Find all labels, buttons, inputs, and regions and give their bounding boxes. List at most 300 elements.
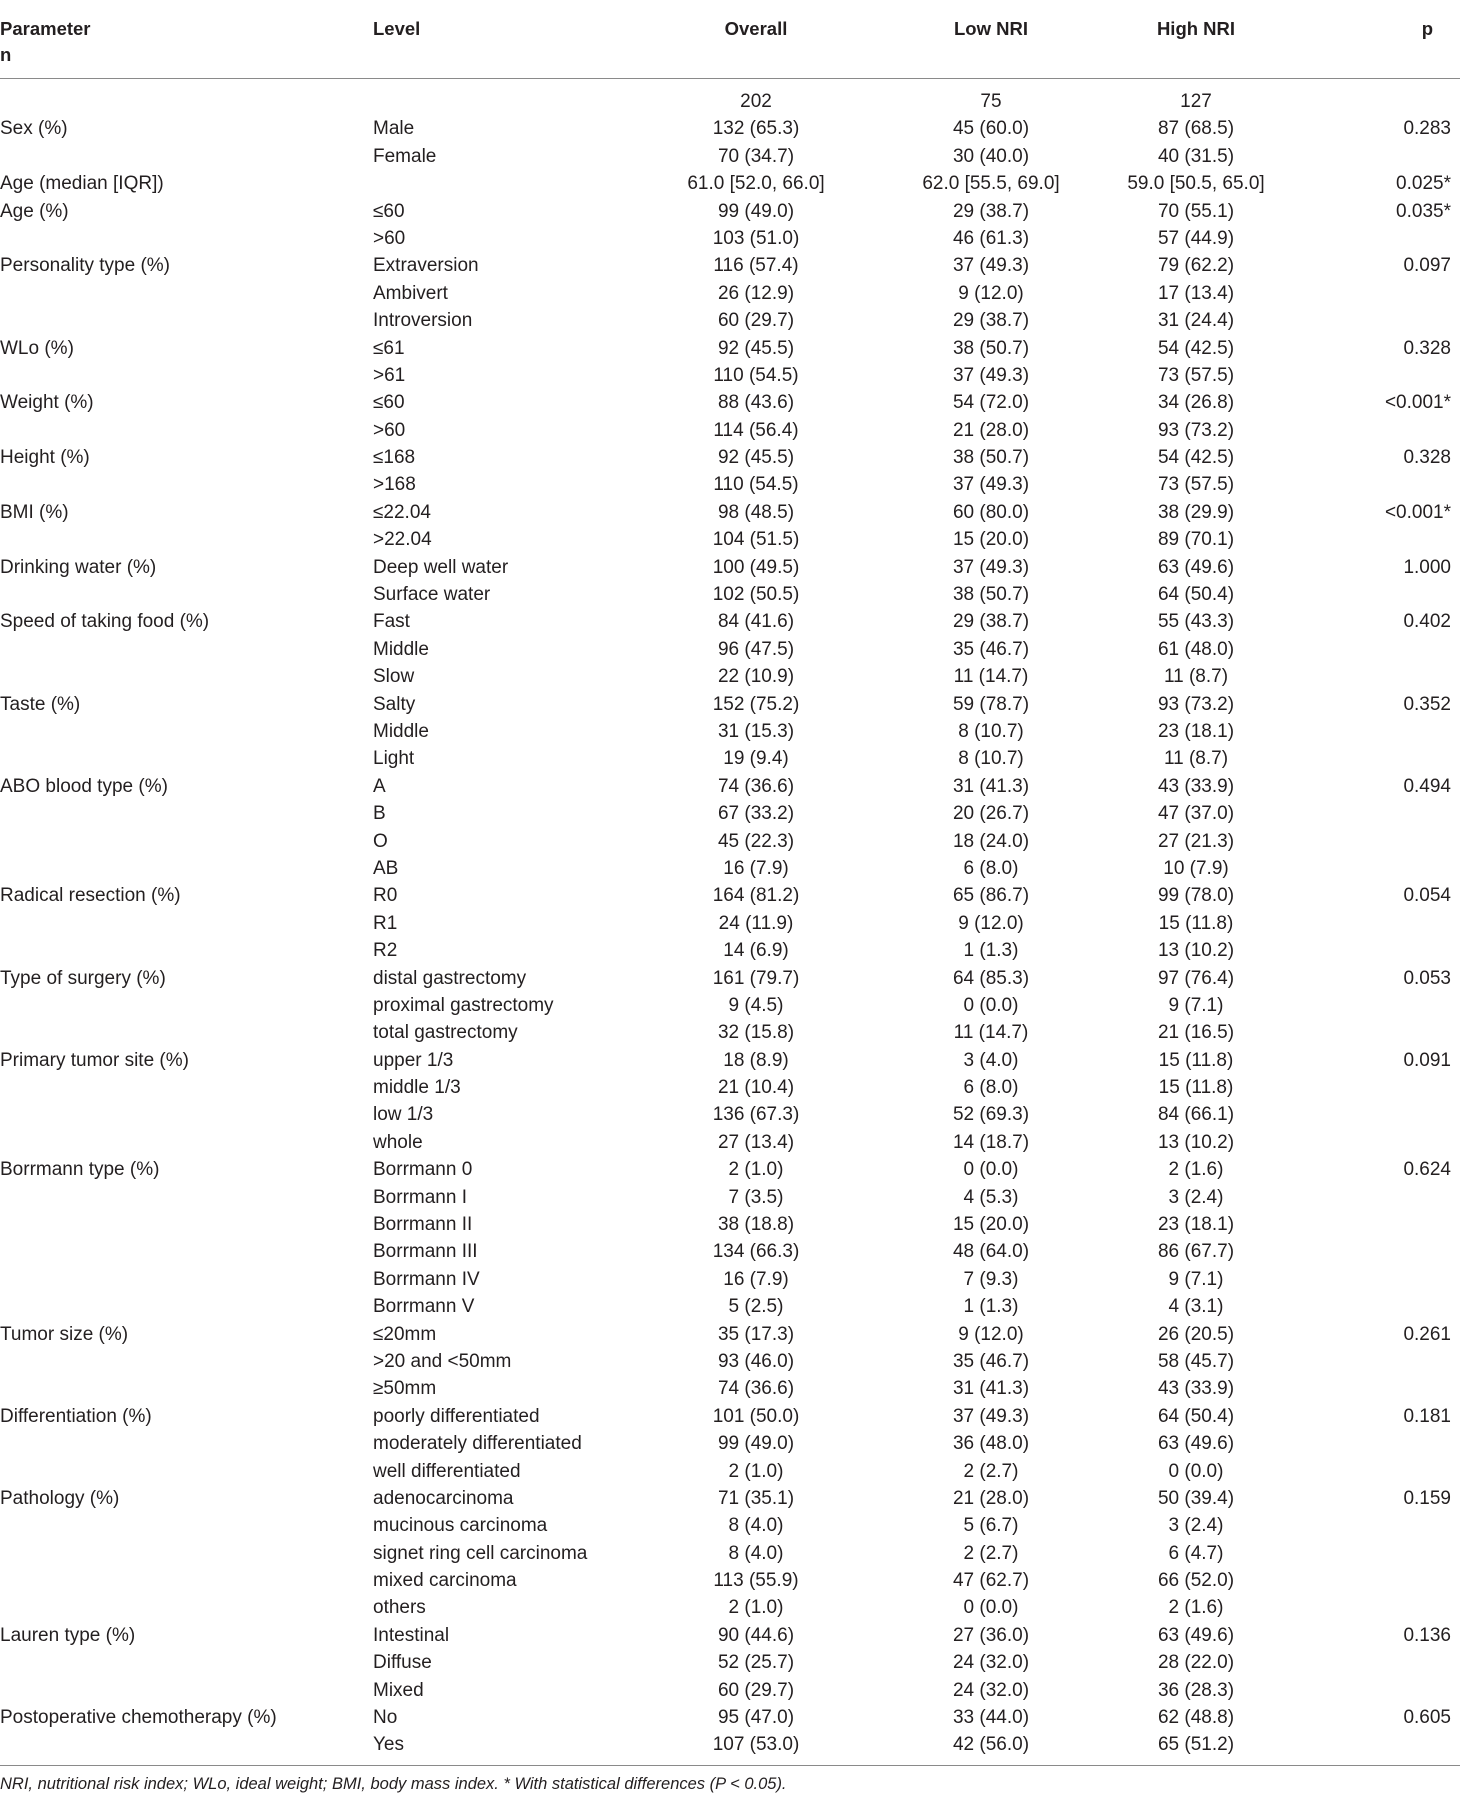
- high-nri-cell: 0 (0.0): [1168, 1460, 1224, 1482]
- low-nri-cell: 37 (49.3): [952, 255, 1030, 277]
- level-cell: Extraversion: [373, 255, 479, 277]
- low-nri-cell: 27 (36.0): [952, 1624, 1030, 1646]
- p-value-cell: 0.136: [1403, 1624, 1451, 1646]
- overall-cell: 5 (2.5): [728, 1296, 784, 1318]
- high-nri-cell: 61 (48.0): [1157, 638, 1235, 660]
- low-nri-cell: 24 (32.0): [952, 1679, 1030, 1701]
- header-n-label: n: [0, 44, 12, 65]
- table-row: [0, 526, 1460, 553]
- low-nri-cell: 64 (85.3): [952, 967, 1030, 989]
- level-cell: adenocarcinoma: [373, 1487, 514, 1509]
- table-row: [0, 718, 1460, 745]
- table-row: [0, 1594, 1460, 1621]
- overall-cell: 134 (66.3): [712, 1241, 800, 1263]
- overall-cell: 202: [740, 91, 772, 112]
- parameter-cell: Radical resection (%): [0, 885, 181, 907]
- table-row: [0, 992, 1460, 1019]
- header-low-nri: Low NRI: [954, 18, 1028, 39]
- high-nri-cell: 13 (10.2): [1157, 940, 1235, 962]
- overall-cell: 67 (33.2): [717, 803, 795, 825]
- parameter-cell: Postoperative chemotherapy (%): [0, 1707, 277, 1729]
- p-value-cell: 0.025*: [1396, 173, 1451, 195]
- p-value-cell: 0.283: [1403, 118, 1451, 140]
- table-row: [0, 1458, 1460, 1485]
- high-nri-cell: 57 (44.9): [1157, 227, 1235, 249]
- level-cell: Surface water: [373, 584, 491, 606]
- low-nri-cell: 35 (46.7): [952, 638, 1030, 660]
- high-nri-cell: 23 (18.1): [1157, 1214, 1235, 1236]
- header-overall: Overall: [724, 18, 788, 39]
- table-row: [0, 1540, 1460, 1567]
- level-cell: Middle: [373, 720, 429, 742]
- low-nri-cell: 47 (62.7): [952, 1570, 1030, 1592]
- overall-cell: 21 (10.4): [717, 1077, 795, 1099]
- table-row: [0, 417, 1460, 444]
- level-cell: >61: [373, 364, 406, 386]
- overall-cell: 19 (9.4): [723, 748, 789, 770]
- level-cell: >60: [373, 227, 406, 249]
- parameter-cell: Type of surgery (%): [0, 967, 166, 989]
- overall-cell: 8 (4.0): [728, 1515, 784, 1537]
- overall-cell: 60 (29.7): [717, 310, 795, 332]
- level-cell: ≤61: [373, 337, 405, 359]
- level-cell: low 1/3: [373, 1104, 434, 1126]
- table-row: [0, 800, 1460, 827]
- level-cell: Borrmann 0: [373, 1159, 473, 1181]
- high-nri-cell: 36 (28.3): [1157, 1679, 1235, 1701]
- low-nri-cell: 21 (28.0): [952, 1487, 1030, 1509]
- level-cell: R0: [373, 885, 398, 907]
- overall-cell: 161 (79.7): [712, 967, 800, 989]
- overall-cell: 84 (41.6): [717, 611, 795, 633]
- high-nri-cell: 73 (57.5): [1157, 364, 1235, 386]
- overall-cell: 92 (45.5): [717, 337, 795, 359]
- table-row: [0, 1101, 1460, 1128]
- table-row: [0, 280, 1460, 307]
- overall-cell: 2 (1.0): [728, 1597, 784, 1619]
- high-nri-cell: 64 (50.4): [1157, 584, 1235, 606]
- high-nri-cell: 40 (31.5): [1157, 145, 1235, 167]
- parameter-cell: Speed of taking food (%): [0, 611, 210, 633]
- level-cell: Borrmann V: [373, 1296, 475, 1318]
- high-nri-cell: 54 (42.5): [1157, 447, 1235, 469]
- high-nri-cell: 54 (42.5): [1157, 337, 1235, 359]
- low-nri-cell: 37 (49.3): [952, 474, 1030, 496]
- overall-cell: 102 (50.5): [712, 584, 800, 606]
- parameter-cell: WLo (%): [0, 337, 74, 359]
- parameter-cell: BMI (%): [0, 501, 69, 523]
- table-row: [0, 1430, 1460, 1457]
- low-nri-cell: 7 (9.3): [963, 1268, 1019, 1290]
- high-nri-cell: 9 (7.1): [1168, 994, 1224, 1016]
- table-row: [0, 636, 1460, 663]
- table-row: [0, 1156, 1460, 1183]
- overall-cell: 26 (12.9): [717, 282, 795, 304]
- overall-cell: 114 (56.4): [713, 419, 799, 441]
- overall-cell: 96 (47.5): [717, 638, 795, 660]
- p-value-cell: 0.624: [1403, 1159, 1451, 1181]
- overall-cell: 22 (10.9): [717, 666, 795, 688]
- high-nri-cell: 43 (33.9): [1157, 1378, 1235, 1400]
- level-cell: mucinous carcinoma: [373, 1515, 548, 1537]
- overall-cell: 107 (53.0): [712, 1734, 800, 1756]
- parameter-cell: Age (%): [0, 200, 69, 222]
- low-nri-cell: 11 (14.7): [953, 1022, 1029, 1044]
- table-row: [0, 1512, 1460, 1539]
- level-cell: Ambivert: [373, 282, 448, 304]
- high-nri-cell: 21 (16.5): [1157, 1022, 1235, 1044]
- table-row: [0, 1375, 1460, 1402]
- low-nri-cell: 33 (44.0): [952, 1707, 1030, 1729]
- level-cell: No: [373, 1707, 398, 1729]
- high-nri-cell: 15 (11.8): [1158, 912, 1234, 934]
- table-row: [0, 225, 1460, 252]
- table-row: [0, 1485, 1460, 1512]
- high-nri-cell: 3 (2.4): [1168, 1515, 1224, 1537]
- table-row: [0, 198, 1460, 225]
- low-nri-cell: 65 (86.7): [952, 885, 1030, 907]
- p-value-cell: 0.328: [1403, 337, 1451, 359]
- low-nri-cell: 1 (1.3): [963, 1296, 1019, 1318]
- low-nri-cell: 30 (40.0): [952, 145, 1030, 167]
- p-value-cell: 0.402: [1403, 611, 1451, 633]
- overall-cell: 98 (48.5): [717, 501, 795, 523]
- high-nri-cell: 63 (49.6): [1157, 1624, 1235, 1646]
- high-nri-cell: 43 (33.9): [1157, 775, 1235, 797]
- high-nri-cell: 93 (73.2): [1157, 693, 1235, 715]
- high-nri-cell: 4 (3.1): [1168, 1296, 1224, 1318]
- high-nri-cell: 27 (21.3): [1157, 830, 1235, 852]
- high-nri-cell: 59.0 [50.5, 65.0]: [1127, 173, 1265, 195]
- high-nri-cell: 70 (55.1): [1157, 200, 1235, 222]
- high-nri-cell: 26 (20.5): [1157, 1323, 1235, 1345]
- parameter-cell: Weight (%): [0, 392, 94, 414]
- table-row: [0, 170, 1460, 197]
- level-cell: A: [373, 775, 386, 797]
- low-nri-cell: 9 (12.0): [958, 282, 1024, 304]
- high-nri-cell: 73 (57.5): [1157, 474, 1235, 496]
- header-high-nri: High NRI: [1156, 18, 1236, 39]
- high-nri-cell: 3 (2.4): [1168, 1186, 1224, 1208]
- level-cell: ≥50mm: [373, 1378, 437, 1400]
- p-value-cell: 0.328: [1403, 447, 1451, 469]
- level-cell: mixed carcinoma: [373, 1570, 517, 1592]
- high-nri-cell: 2 (1.6): [1168, 1597, 1224, 1619]
- low-nri-cell: 9 (12.0): [958, 912, 1024, 934]
- table-row: [0, 882, 1460, 909]
- overall-cell: 14 (6.9): [723, 940, 789, 962]
- table-row: [0, 499, 1460, 526]
- level-cell: poorly differentiated: [373, 1405, 540, 1427]
- p-value-cell: 0.053: [1403, 967, 1451, 989]
- level-cell: others: [373, 1597, 426, 1619]
- table-row: [0, 1403, 1460, 1430]
- high-nri-cell: 15 (11.8): [1158, 1049, 1234, 1071]
- table-row: [0, 88, 1460, 115]
- low-nri-cell: 46 (61.3): [952, 227, 1030, 249]
- p-value-cell: 0.035*: [1396, 200, 1451, 222]
- overall-cell: 116 (57.4): [713, 255, 799, 277]
- low-nri-cell: 42 (56.0): [952, 1734, 1030, 1756]
- low-nri-cell: 15 (20.0): [952, 1214, 1030, 1236]
- level-cell: >168: [373, 474, 416, 496]
- high-nri-cell: 50 (39.4): [1157, 1487, 1235, 1509]
- p-value-cell: 0.261: [1403, 1323, 1451, 1345]
- overall-cell: 7 (3.5): [728, 1186, 784, 1208]
- parameter-cell: Pathology (%): [0, 1487, 120, 1509]
- high-nri-cell: 34 (26.8): [1157, 392, 1235, 414]
- high-nri-cell: 11 (8.7): [1163, 666, 1229, 688]
- parameter-cell: Age (median [IQR]): [0, 173, 164, 195]
- overall-cell: 45 (22.3): [717, 830, 795, 852]
- high-nri-cell: 63 (49.6): [1157, 556, 1235, 578]
- high-nri-cell: 23 (18.1): [1157, 720, 1235, 742]
- p-value-cell: 0.352: [1403, 693, 1451, 715]
- overall-cell: 152 (75.2): [712, 693, 800, 715]
- level-cell: distal gastrectomy: [373, 967, 527, 989]
- parameter-cell: Primary tumor site (%): [0, 1049, 189, 1071]
- p-value-cell: 0.097: [1403, 255, 1451, 277]
- table-row: [0, 335, 1460, 362]
- table-row: [0, 554, 1460, 581]
- low-nri-cell: 45 (60.0): [952, 118, 1030, 140]
- level-cell: signet ring cell carcinoma: [373, 1542, 588, 1564]
- table-row: [0, 1238, 1460, 1265]
- low-nri-cell: 6 (8.0): [963, 857, 1019, 879]
- low-nri-cell: 0 (0.0): [963, 1159, 1019, 1181]
- parameter-cell: Taste (%): [0, 693, 81, 715]
- overall-cell: 88 (43.6): [717, 392, 795, 414]
- overall-cell: 99 (49.0): [717, 1433, 795, 1455]
- low-nri-cell: 15 (20.0): [952, 529, 1030, 551]
- table-row: [0, 1293, 1460, 1320]
- high-nri-cell: 38 (29.9): [1157, 501, 1235, 523]
- high-nri-cell: 17 (13.4): [1157, 282, 1235, 304]
- low-nri-cell: 59 (78.7): [952, 693, 1030, 715]
- level-cell: Middle: [373, 638, 429, 660]
- parameter-cell: Height (%): [0, 447, 90, 469]
- level-cell: middle 1/3: [373, 1077, 461, 1099]
- table-row: [0, 444, 1460, 471]
- low-nri-cell: 6 (8.0): [963, 1077, 1019, 1099]
- low-nri-cell: 36 (48.0): [952, 1433, 1030, 1455]
- low-nri-cell: 14 (18.7): [952, 1131, 1030, 1153]
- level-cell: Yes: [373, 1734, 404, 1756]
- high-nri-cell: 62 (48.8): [1157, 1707, 1235, 1729]
- p-value-cell: <0.001*: [1384, 501, 1451, 523]
- header-parameter: [0, 16, 91, 68]
- overall-cell: 74 (36.6): [717, 1378, 795, 1400]
- level-cell: ≤20mm: [373, 1323, 437, 1345]
- overall-cell: 9 (4.5): [728, 994, 784, 1016]
- table-row: [0, 581, 1460, 608]
- high-nri-cell: 65 (51.2): [1157, 1734, 1235, 1756]
- p-value-cell: 0.605: [1403, 1707, 1451, 1729]
- table-row: [0, 362, 1460, 389]
- high-nri-cell: 11 (8.7): [1163, 748, 1229, 770]
- high-nri-cell: 28 (22.0): [1157, 1652, 1235, 1674]
- level-cell: Diffuse: [373, 1652, 432, 1674]
- overall-cell: 8 (4.0): [728, 1542, 784, 1564]
- level-cell: total gastrectomy: [373, 1022, 518, 1044]
- table-row: [0, 1731, 1460, 1758]
- level-cell: R1: [373, 912, 398, 934]
- overall-cell: 113 (55.9): [713, 1570, 799, 1592]
- header-level: Level: [373, 18, 421, 39]
- high-nri-cell: 15 (11.8): [1158, 1077, 1234, 1099]
- table-row: [0, 1019, 1460, 1046]
- high-nri-cell: 2 (1.6): [1168, 1159, 1224, 1181]
- level-cell: whole: [373, 1131, 423, 1153]
- level-cell: Borrmann IV: [373, 1268, 480, 1290]
- parameter-cell: ABO blood type (%): [0, 775, 168, 797]
- overall-cell: 90 (44.6): [717, 1624, 795, 1646]
- overall-cell: 99 (49.0): [717, 200, 795, 222]
- high-nri-cell: 99 (78.0): [1157, 885, 1235, 907]
- overall-cell: 93 (46.0): [717, 1350, 795, 1372]
- table-row: [0, 471, 1460, 498]
- parameter-cell: Borrmann type (%): [0, 1159, 160, 1181]
- p-value-cell: 0.091: [1403, 1049, 1451, 1071]
- high-nri-cell: 86 (67.7): [1157, 1241, 1235, 1263]
- overall-cell: 110 (54.5): [713, 364, 799, 386]
- table-row: [0, 252, 1460, 279]
- low-nri-cell: 0 (0.0): [963, 1597, 1019, 1619]
- p-value-cell: 1.000: [1403, 556, 1451, 578]
- overall-cell: 70 (34.7): [717, 145, 795, 167]
- table-row: [0, 1129, 1460, 1156]
- low-nri-cell: 18 (24.0): [952, 830, 1030, 852]
- low-nri-cell: 8 (10.7): [958, 720, 1024, 742]
- table-row: [0, 1211, 1460, 1238]
- table-row: [0, 307, 1460, 334]
- overall-cell: 71 (35.1): [717, 1487, 795, 1509]
- high-nri-cell: 87 (68.5): [1157, 118, 1235, 140]
- low-nri-cell: 29 (38.7): [952, 200, 1030, 222]
- low-nri-cell: 37 (49.3): [952, 556, 1030, 578]
- level-cell: ≤168: [373, 447, 416, 469]
- level-cell: proximal gastrectomy: [373, 994, 554, 1016]
- level-cell: Slow: [373, 666, 415, 688]
- table-row: [0, 691, 1460, 718]
- parameter-cell: Lauren type (%): [0, 1624, 136, 1646]
- high-nri-cell: 10 (7.9): [1163, 857, 1229, 879]
- low-nri-cell: 54 (72.0): [952, 392, 1030, 414]
- level-cell: Borrmann II: [373, 1214, 473, 1236]
- low-nri-cell: 29 (38.7): [952, 310, 1030, 332]
- low-nri-cell: 37 (49.3): [952, 364, 1030, 386]
- level-cell: R2: [373, 940, 398, 962]
- high-nri-cell: 93 (73.2): [1157, 419, 1235, 441]
- table-row: [0, 773, 1460, 800]
- low-nri-cell: 37 (49.3): [952, 1405, 1030, 1427]
- table-row: [0, 663, 1460, 690]
- level-cell: Salty: [373, 693, 416, 715]
- overall-cell: 74 (36.6): [717, 775, 795, 797]
- low-nri-cell: 35 (46.7): [952, 1350, 1030, 1372]
- overall-cell: 60 (29.7): [717, 1679, 795, 1701]
- table-row: [0, 1184, 1460, 1211]
- level-cell: Intestinal: [373, 1624, 450, 1646]
- level-cell: Fast: [373, 611, 410, 633]
- p-value-cell: <0.001*: [1384, 392, 1451, 414]
- table-row: [0, 1321, 1460, 1348]
- overall-cell: 164 (81.2): [712, 885, 800, 907]
- parameter-cell: Personality type (%): [0, 255, 171, 277]
- level-cell: Borrmann I: [373, 1186, 467, 1208]
- table-row: [0, 1567, 1460, 1594]
- overall-cell: 103 (51.0): [712, 227, 800, 249]
- overall-cell: 18 (8.9): [723, 1049, 789, 1071]
- table-row: [0, 745, 1460, 772]
- low-nri-cell: 20 (26.7): [952, 803, 1030, 825]
- high-nri-cell: 63 (49.6): [1157, 1433, 1235, 1455]
- table-row: [0, 1074, 1460, 1101]
- overall-cell: 104 (51.5): [712, 529, 800, 551]
- level-cell: ≤22.04: [373, 501, 431, 523]
- header-parameter-label: Parameter: [0, 18, 91, 39]
- overall-cell: 2 (1.0): [728, 1460, 784, 1482]
- low-nri-cell: 0 (0.0): [963, 994, 1019, 1016]
- parameter-cell: Drinking water (%): [0, 556, 157, 578]
- overall-cell: 100 (49.5): [712, 556, 800, 578]
- table-row: [0, 937, 1460, 964]
- level-cell: Deep well water: [373, 556, 509, 578]
- low-nri-cell: 21 (28.0): [952, 419, 1030, 441]
- overall-cell: 110 (54.5): [713, 474, 799, 496]
- level-cell: Borrmann III: [373, 1241, 478, 1263]
- level-cell: Male: [373, 118, 415, 140]
- table-body: [0, 88, 1460, 1759]
- level-cell: well differentiated: [373, 1460, 521, 1482]
- header-p: p: [1421, 18, 1433, 39]
- table-row: [0, 1348, 1460, 1375]
- table-row: [0, 1704, 1460, 1731]
- table-row: [0, 143, 1460, 170]
- level-cell: O: [373, 830, 388, 852]
- low-nri-cell: 48 (64.0): [952, 1241, 1030, 1263]
- low-nri-cell: 11 (14.7): [953, 666, 1029, 688]
- overall-cell: 35 (17.3): [717, 1323, 795, 1345]
- table-row: [0, 115, 1460, 142]
- low-nri-cell: 2 (2.7): [963, 1542, 1019, 1564]
- low-nri-cell: 24 (32.0): [952, 1652, 1030, 1674]
- table-row: [0, 1622, 1460, 1649]
- overall-cell: 32 (15.8): [717, 1022, 795, 1044]
- level-cell: B: [373, 803, 386, 825]
- low-nri-cell: 75: [980, 91, 1002, 112]
- level-cell: moderately differentiated: [373, 1433, 582, 1455]
- level-cell: Female: [373, 145, 437, 167]
- level-cell: Light: [373, 748, 415, 770]
- high-nri-cell: 13 (10.2): [1157, 1131, 1235, 1153]
- overall-cell: 2 (1.0): [728, 1159, 784, 1181]
- overall-cell: 52 (25.7): [717, 1652, 795, 1674]
- low-nri-cell: 3 (4.0): [963, 1049, 1019, 1071]
- high-nri-cell: 47 (37.0): [1157, 803, 1235, 825]
- level-cell: >22.04: [373, 529, 432, 551]
- table-row: [0, 1677, 1460, 1704]
- high-nri-cell: 89 (70.1): [1157, 529, 1235, 551]
- high-nri-cell: 6 (4.7): [1168, 1542, 1224, 1564]
- parameter-cell: Differentiation (%): [0, 1405, 152, 1427]
- level-cell: upper 1/3: [373, 1049, 454, 1071]
- low-nri-cell: 31 (41.3): [952, 775, 1030, 797]
- level-cell: Mixed: [373, 1679, 424, 1701]
- overall-cell: 132 (65.3): [712, 118, 800, 140]
- overall-cell: 92 (45.5): [717, 447, 795, 469]
- low-nri-cell: 38 (50.7): [952, 337, 1030, 359]
